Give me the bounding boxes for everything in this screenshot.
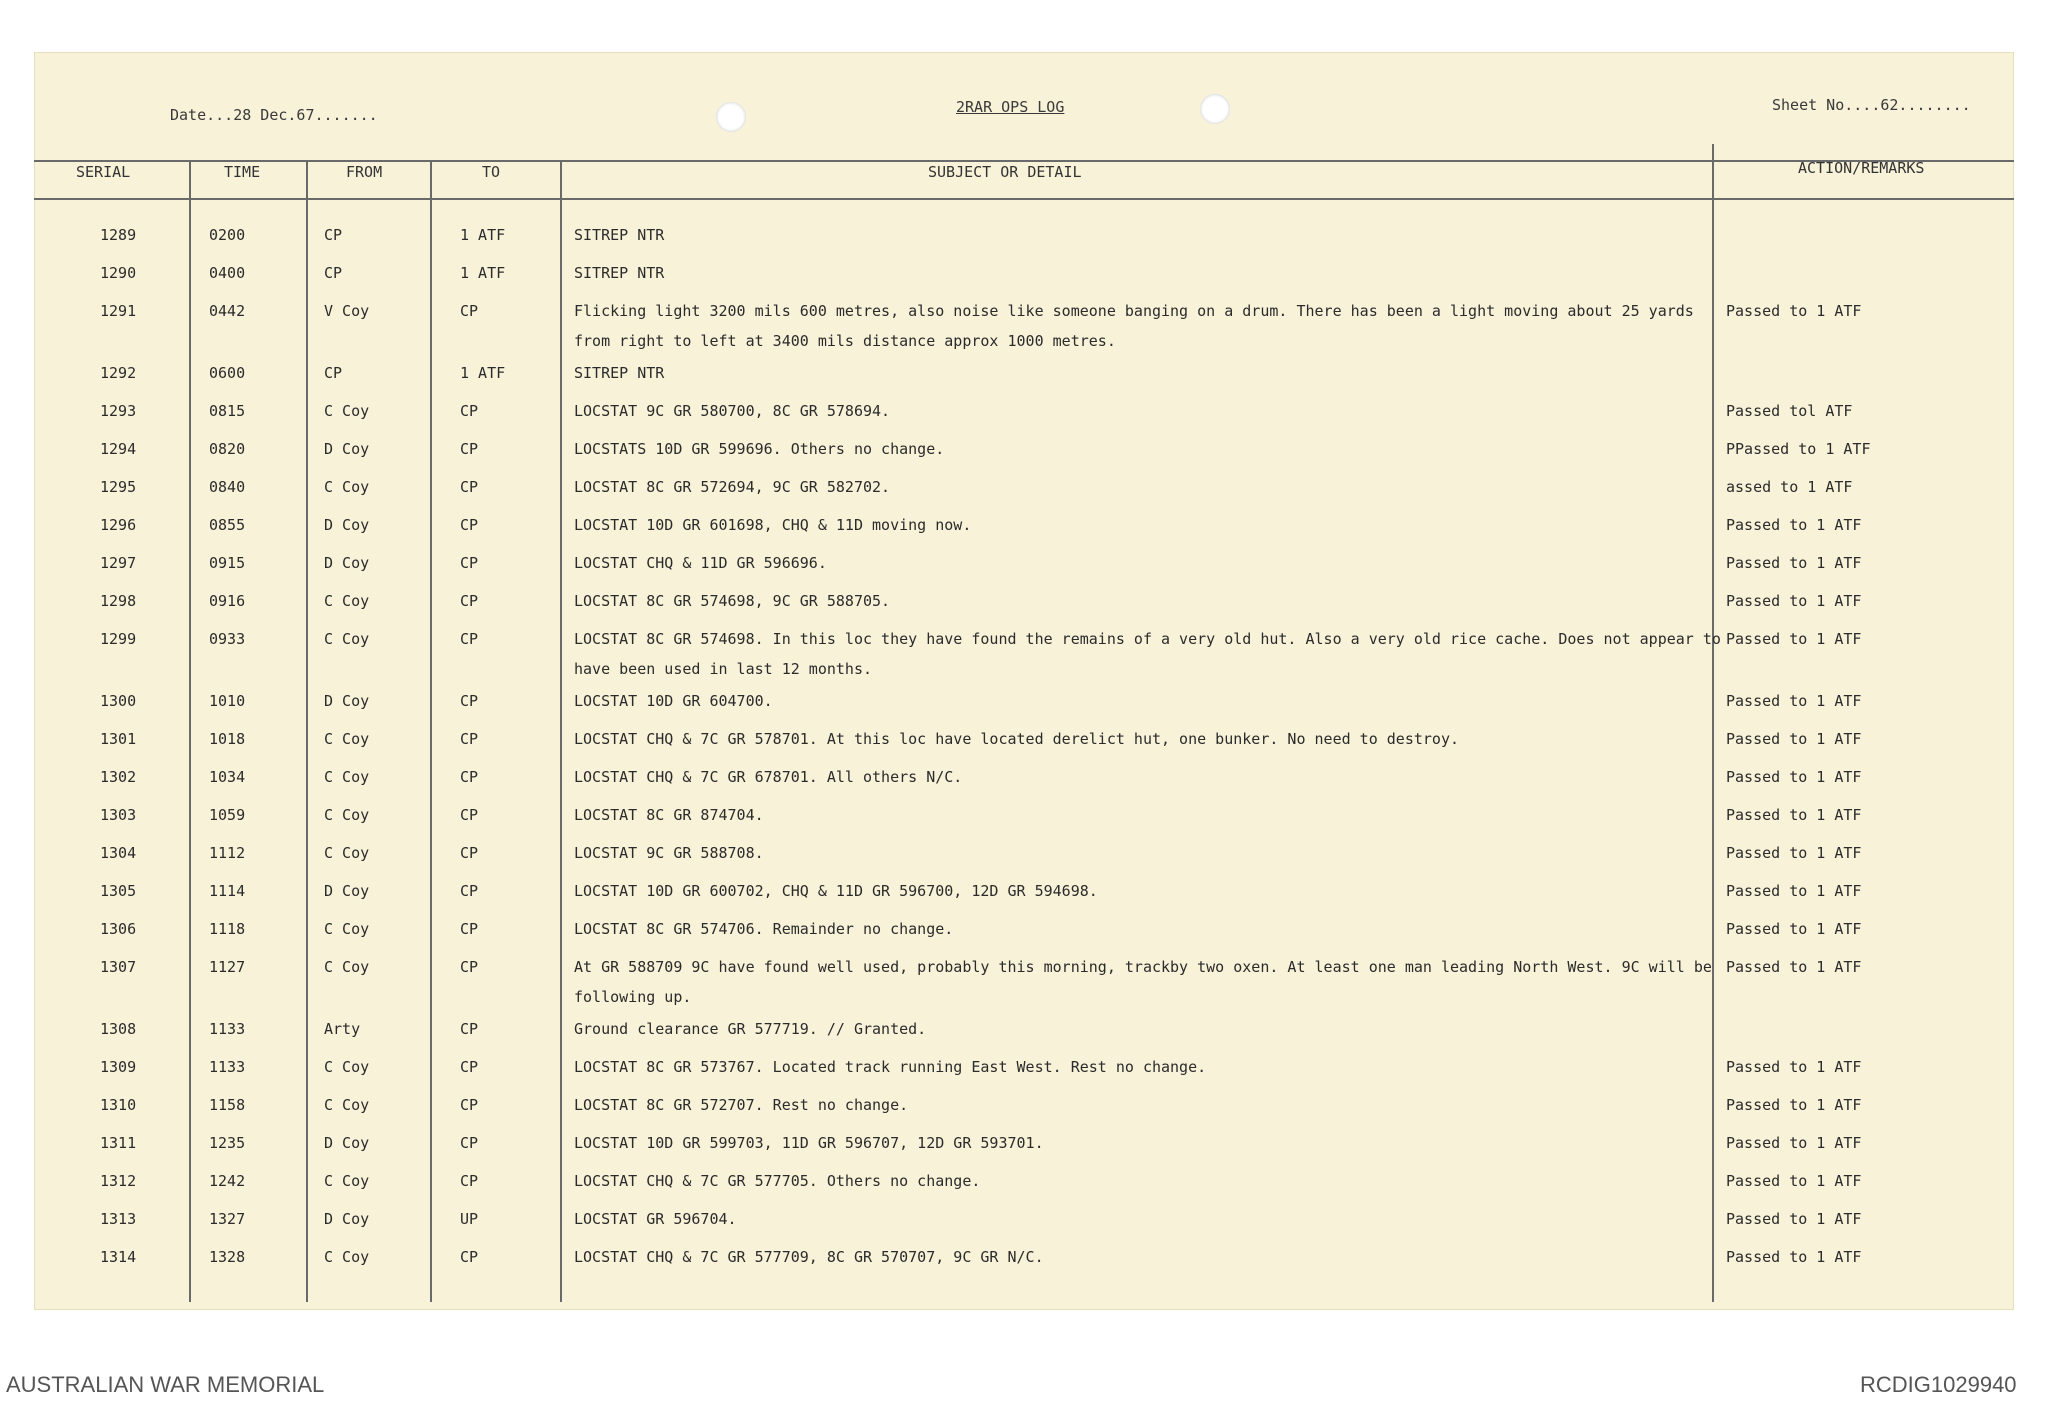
serial-cell: 1299	[100, 630, 137, 648]
from-cell: V Coy	[324, 302, 370, 320]
table-row	[34, 364, 2014, 398]
time-cell: 1127	[209, 958, 246, 976]
serial-cell: 1306	[100, 920, 137, 938]
from-cell: C Coy	[324, 958, 370, 976]
table-row	[34, 882, 2014, 916]
from-cell: C Coy	[324, 806, 370, 824]
from-cell: CP	[324, 226, 343, 244]
from-cell: D Coy	[324, 1210, 370, 1228]
to-cell: CP	[460, 768, 479, 786]
from-cell: CP	[324, 364, 343, 382]
subject-cell: LOCSTAT CHQ & 7C GR 678701. All others N/C.	[574, 768, 963, 786]
date-line: Date...28 Dec.67.......	[170, 106, 378, 124]
subject-cell: LOCSTAT 8C GR 574698, 9C GR 588705.	[574, 592, 891, 610]
to-cell: CP	[460, 958, 479, 976]
from-cell: C Coy	[324, 592, 370, 610]
time-cell: 1242	[209, 1172, 246, 1190]
subject-cell: LOCSTAT CHQ & 7C GR 577709, 8C GR 570707, 9C GR N/C.	[574, 1248, 1044, 1266]
serial-cell: 1312	[100, 1172, 137, 1190]
footer-archive-name: AUSTRALIAN WAR MEMORIAL	[6, 1372, 325, 1397]
to-cell: CP	[460, 806, 479, 824]
serial-cell: 1296	[100, 516, 137, 534]
time-cell: 1059	[209, 806, 246, 824]
action-cell: Passed to 1 ATF	[1726, 920, 1862, 938]
time-cell: 1327	[209, 1210, 246, 1228]
serial-cell: 1302	[100, 768, 137, 786]
action-cell: Passed to 1 ATF	[1726, 882, 1862, 900]
table-row	[34, 1172, 2014, 1206]
serial-cell: 1305	[100, 882, 137, 900]
serial-cell: 1293	[100, 402, 137, 420]
action-cell: Passed to 1 ATF	[1726, 1210, 1862, 1228]
time-cell: 1112	[209, 844, 246, 862]
time-cell: 0400	[209, 264, 246, 282]
table-row	[34, 806, 2014, 840]
action-cell: Passed to 1 ATF	[1726, 692, 1862, 710]
time-cell: 0840	[209, 478, 246, 496]
serial-cell: 1303	[100, 806, 137, 824]
subject-cell: LOCSTAT 10D GR 600702, CHQ & 11D GR 596700, 12D GR 594698.	[574, 882, 1098, 900]
time-cell: 1133	[209, 1058, 246, 1076]
subject-cell: Ground clearance GR 577719. // Granted.	[574, 1020, 927, 1038]
from-cell: C Coy	[324, 1248, 370, 1266]
time-cell: 1328	[209, 1248, 246, 1266]
action-cell: Passed to 1 ATF	[1726, 516, 1862, 534]
time-cell: 0915	[209, 554, 246, 572]
table-row	[34, 302, 2014, 350]
serial-cell: 1304	[100, 844, 137, 862]
footer-reference: RCDIG1029940	[1860, 1372, 2017, 1397]
header-top-rule	[34, 160, 2014, 162]
to-cell: CP	[460, 554, 479, 572]
time-cell: 0933	[209, 630, 246, 648]
subject-cell: LOCSTAT 8C GR 874704.	[574, 806, 764, 824]
action-cell: Passed to 1 ATF	[1726, 844, 1862, 862]
table-row	[34, 402, 2014, 436]
from-cell: D Coy	[324, 440, 370, 458]
table-row	[34, 1020, 2014, 1054]
action-cell: Passed to 1 ATF	[1726, 806, 1862, 824]
action-cell: Passed to 1 ATF	[1726, 1096, 1862, 1114]
subject-cell: LOCSTAT 8C GR 574698. In this loc they have found the remains of a very old hut. Also a very old rice cache. Does not appear to have been used in last 12 months.	[574, 630, 1721, 678]
subject-cell: SITREP NTR	[574, 364, 665, 382]
from-cell: C Coy	[324, 1172, 370, 1190]
serial-cell: 1294	[100, 440, 137, 458]
subject-cell: LOCSTAT 10D GR 601698, CHQ & 11D moving now.	[574, 516, 972, 534]
subject-cell: LOCSTAT 10D GR 604700.	[574, 692, 773, 710]
to-cell: CP	[460, 1058, 479, 1076]
action-cell: Passed to 1 ATF	[1726, 554, 1862, 572]
column-header-to: TO	[482, 163, 501, 181]
time-cell: 0815	[209, 402, 246, 420]
table-row	[34, 958, 2014, 1006]
subject-cell: LOCSTAT 8C GR 574706. Remainder no change.	[574, 920, 954, 938]
serial-cell: 1297	[100, 554, 137, 572]
time-cell: 0916	[209, 592, 246, 610]
action-cell: Passed to 1 ATF	[1726, 630, 1862, 648]
serial-cell: 1311	[100, 1134, 137, 1152]
table-row	[34, 516, 2014, 550]
to-cell: CP	[460, 440, 479, 458]
to-cell: CP	[460, 1096, 479, 1114]
subject-cell: LOCSTAT CHQ & 7C GR 578701. At this loc have located derelict hut, one bunker. No need to destroy.	[574, 730, 1460, 748]
table-row	[34, 692, 2014, 726]
to-cell: CP	[460, 516, 479, 534]
column-header-subject: SUBJECT OR DETAIL	[928, 163, 1082, 181]
table-row	[34, 920, 2014, 954]
subject-cell: LOCSTAT 8C GR 572707. Rest no change.	[574, 1096, 909, 1114]
from-cell: C Coy	[324, 844, 370, 862]
time-cell: 1158	[209, 1096, 246, 1114]
time-cell: 1133	[209, 1020, 246, 1038]
time-cell: 1034	[209, 768, 246, 786]
serial-cell: 1309	[100, 1058, 137, 1076]
table-row	[34, 1096, 2014, 1130]
serial-cell: 1291	[100, 302, 137, 320]
column-header-action: ACTION/REMARKS	[1798, 159, 1925, 177]
to-cell: CP	[460, 630, 479, 648]
subject-cell: LOCSTAT 8C GR 573767. Located track running East West. Rest no change.	[574, 1058, 1207, 1076]
to-cell: UP	[460, 1210, 479, 1228]
from-cell: C Coy	[324, 630, 370, 648]
from-cell: D Coy	[324, 516, 370, 534]
from-cell: C Coy	[324, 1058, 370, 1076]
to-cell: CP	[460, 592, 479, 610]
time-cell: 1114	[209, 882, 246, 900]
to-cell: CP	[460, 1172, 479, 1190]
from-cell: Arty	[324, 1020, 361, 1038]
time-cell: 1010	[209, 692, 246, 710]
serial-cell: 1313	[100, 1210, 137, 1228]
column-header-time: TIME	[224, 163, 261, 181]
serial-cell: 1301	[100, 730, 137, 748]
page-title: 2RAR OPS LOG	[956, 98, 1065, 116]
from-cell: C Coy	[324, 920, 370, 938]
time-cell: 1118	[209, 920, 246, 938]
action-cell: Passed tol ATF	[1726, 402, 1853, 420]
header-bottom-rule	[34, 198, 2014, 200]
to-cell: 1 ATF	[460, 264, 506, 282]
from-cell: D Coy	[324, 692, 370, 710]
to-cell: CP	[460, 1248, 479, 1266]
to-cell: CP	[460, 920, 479, 938]
column-header-serial: SERIAL	[76, 163, 131, 181]
to-cell: CP	[460, 882, 479, 900]
serial-cell: 1300	[100, 692, 137, 710]
subject-cell: LOCSTAT 10D GR 599703, 11D GR 596707, 12D GR 593701.	[574, 1134, 1044, 1152]
action-cell: Passed to 1 ATF	[1726, 1172, 1862, 1190]
punch-hole-right	[1200, 94, 1230, 124]
time-cell: 0600	[209, 364, 246, 382]
from-cell: C Coy	[324, 402, 370, 420]
serial-cell: 1314	[100, 1248, 137, 1266]
table-row	[34, 768, 2014, 802]
subject-cell: LOCSTATS 10D GR 599696. Others no change.	[574, 440, 945, 458]
table-row	[34, 1134, 2014, 1168]
table-row	[34, 1210, 2014, 1244]
sheet-number: Sheet No....62........	[1772, 96, 1971, 114]
to-cell: CP	[460, 692, 479, 710]
table-row	[34, 440, 2014, 474]
column-header-from: FROM	[346, 163, 383, 181]
from-cell: D Coy	[324, 1134, 370, 1152]
table-row	[34, 554, 2014, 588]
action-cell: PPassed to 1 ATF	[1726, 440, 1871, 458]
table-row	[34, 630, 2014, 678]
table-row	[34, 730, 2014, 764]
from-cell: C Coy	[324, 1096, 370, 1114]
subject-cell: LOCSTAT CHQ & 7C GR 577705. Others no change.	[574, 1172, 981, 1190]
subject-cell: LOCSTAT 8C GR 572694, 9C GR 582702.	[574, 478, 891, 496]
from-cell: C Coy	[324, 478, 370, 496]
serial-cell: 1289	[100, 226, 137, 244]
subject-cell: LOCSTAT 9C GR 580700, 8C GR 578694.	[574, 402, 891, 420]
serial-cell: 1298	[100, 592, 137, 610]
table-row	[34, 478, 2014, 512]
time-cell: 0442	[209, 302, 246, 320]
action-cell: Passed to 1 ATF	[1726, 768, 1862, 786]
subject-cell: Flicking light 3200 mils 600 metres, also noise like someone banging on a drum. There has been a light moving about 25 yards from right to left at 3400 mils distance approx 1000 metres.	[574, 302, 1694, 350]
to-cell: 1 ATF	[460, 226, 506, 244]
serial-cell: 1292	[100, 364, 137, 382]
to-cell: 1 ATF	[460, 364, 506, 382]
punch-hole-left	[716, 102, 746, 132]
subject-cell: LOCSTAT 9C GR 588708.	[574, 844, 764, 862]
to-cell: CP	[460, 478, 479, 496]
to-cell: CP	[460, 730, 479, 748]
from-cell: D Coy	[324, 882, 370, 900]
table-row	[34, 844, 2014, 878]
to-cell: CP	[460, 1020, 479, 1038]
time-cell: 1235	[209, 1134, 246, 1152]
serial-cell: 1308	[100, 1020, 137, 1038]
table-row	[34, 592, 2014, 626]
action-cell: Passed to 1 ATF	[1726, 1248, 1862, 1266]
from-cell: CP	[324, 264, 343, 282]
time-cell: 0200	[209, 226, 246, 244]
action-cell: Passed to 1 ATF	[1726, 958, 1862, 976]
action-cell: assed to 1 ATF	[1726, 478, 1853, 496]
serial-cell: 1290	[100, 264, 137, 282]
time-cell: 0855	[209, 516, 246, 534]
serial-cell: 1295	[100, 478, 137, 496]
table-row	[34, 1058, 2014, 1092]
action-cell: Passed to 1 ATF	[1726, 1134, 1862, 1152]
to-cell: CP	[460, 1134, 479, 1152]
time-cell: 0820	[209, 440, 246, 458]
table-row	[34, 226, 2014, 260]
action-cell: Passed to 1 ATF	[1726, 592, 1862, 610]
log-sheet	[34, 52, 2014, 1310]
to-cell: CP	[460, 302, 479, 320]
subject-cell: SITREP NTR	[574, 264, 665, 282]
action-cell: Passed to 1 ATF	[1726, 1058, 1862, 1076]
action-cell: Passed to 1 ATF	[1726, 730, 1862, 748]
subject-cell: SITREP NTR	[574, 226, 665, 244]
time-cell: 1018	[209, 730, 246, 748]
subject-cell: At GR 588709 9C have found well used, probably this morning, trackby two oxen. At least one man leading North West. 9C will be following up.	[574, 958, 1712, 1006]
from-cell: D Coy	[324, 554, 370, 572]
to-cell: CP	[460, 402, 479, 420]
table-row	[34, 1248, 2014, 1282]
to-cell: CP	[460, 844, 479, 862]
serial-cell: 1307	[100, 958, 137, 976]
action-cell: Passed to 1 ATF	[1726, 302, 1862, 320]
subject-cell: LOCSTAT CHQ & 11D GR 596696.	[574, 554, 827, 572]
serial-cell: 1310	[100, 1096, 137, 1114]
from-cell: C Coy	[324, 768, 370, 786]
table-row	[34, 264, 2014, 298]
subject-cell: LOCSTAT GR 596704.	[574, 1210, 737, 1228]
from-cell: C Coy	[324, 730, 370, 748]
